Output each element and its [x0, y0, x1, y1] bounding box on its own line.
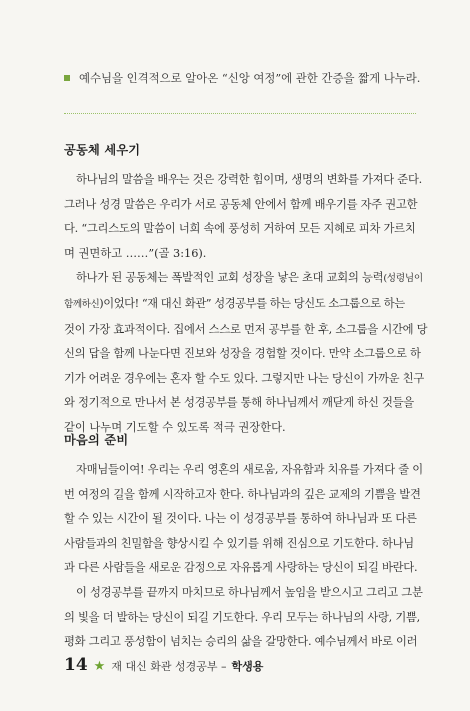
text-line: 하나님의 말씀을 배우는 것은 강력한 힘이며, 생명의 변화를 가져다 준다.	[76, 173, 422, 186]
text-line: 하나가 된 공동체는 폭발적인 교회 성장을 낳은 초대 교회의 능력(성령님이	[76, 271, 423, 285]
star-icon: ★	[93, 659, 106, 674]
text-line: 할 수 있는 시간이 될 것이다. 나는 이 성경공부를 통하여 하나님과 또 다른	[64, 512, 417, 526]
text-line: 과 다른 사람들을 새로운 감정으로 자유롭게 사랑하는 당신이 되길 바란다.	[64, 561, 418, 575]
text-line: 다. “그리스도의 말씀이 너희 속에 풍성히 거하여 모든 지혜로 피차 가르치	[64, 222, 416, 236]
text-line: 그러나 성경 말씀은 우리가 서로 공동체 안에서 함께 배우기를 자주 권고한	[64, 197, 418, 211]
dotted-divider	[64, 113, 416, 114]
bullet-text: 예수님을 인격적으로 알아온 “신앙 여정”에 관한 간증을 짧게 나누라.	[79, 71, 421, 85]
text-line: 번 여정의 길을 함께 시작하고자 한다. 하나님과의 깊은 교제의 기쁨을 발견	[64, 487, 421, 501]
text-line: 같이 나누며 기도할 수 있도록 적극 권장한다.	[64, 420, 286, 434]
text-line: 의 빛을 더 발하는 당신이 되길 기도한다. 우리 모두는 하나님의 사랑, 기쁨,	[64, 610, 420, 624]
book-subtitle: 학생용	[231, 660, 264, 673]
text-line: 이 성경공부를 끝까지 마치므로 하나님께서 높임을 받으시고 그리고 그분	[76, 585, 423, 599]
section-community	[64, 141, 426, 441]
paragraph	[64, 266, 426, 440]
section-heading: 마음의 준비	[64, 433, 129, 447]
text-line: 함께하신)이었다! “재 대신 화관” 성경공부를 하는 당신도 소그룹으로 하는	[64, 296, 405, 310]
section-heading: 공동체 세우기	[64, 143, 141, 157]
text-line: 자매님들이여! 우리는 우리 영혼의 새로움, 자유함과 치유를 가져다 줄 이	[76, 463, 423, 476]
paragraph	[64, 458, 426, 581]
paragraph	[64, 168, 426, 266]
page-footer	[64, 655, 263, 675]
text-line: 와 정기적으로 만나서 본 성경공부를 통해 하나님께서 깨닫게 하신 것들을	[64, 396, 414, 410]
square-bullet-icon	[64, 75, 70, 81]
text-line: 기가 어려운 경우에는 혼자 할 수도 있다. 그렇지만 나는 당신이 가까운 친구	[64, 371, 424, 385]
text-line: 것이 가장 효과적이다. 집에서 스스로 먼저 공부를 한 후, 소그룹을 시간에 당	[64, 322, 428, 336]
book-title: 재 대신 화관 성경공부 –	[111, 660, 227, 673]
section-heart-preparation	[64, 431, 426, 655]
text-line: 신의 답을 함께 나눈다면 진보와 성장을 경험할 것이다. 만약 소그룹으로 하	[64, 347, 421, 361]
text-line: 사람들과의 친밀함을 향상시킬 수 있기를 위해 진심으로 기도한다. 하나님	[64, 536, 414, 550]
discussion-bullet	[64, 70, 424, 86]
page-number: 14	[64, 655, 88, 675]
text-line: 며 권면하고 ……”(골 3:16).	[64, 246, 207, 260]
text-line: 평화 그리고 풍성함이 넘치는 승리의 삶을 갈망한다. 예수님께서 바로 이러	[64, 635, 418, 649]
paragraph	[64, 581, 426, 655]
